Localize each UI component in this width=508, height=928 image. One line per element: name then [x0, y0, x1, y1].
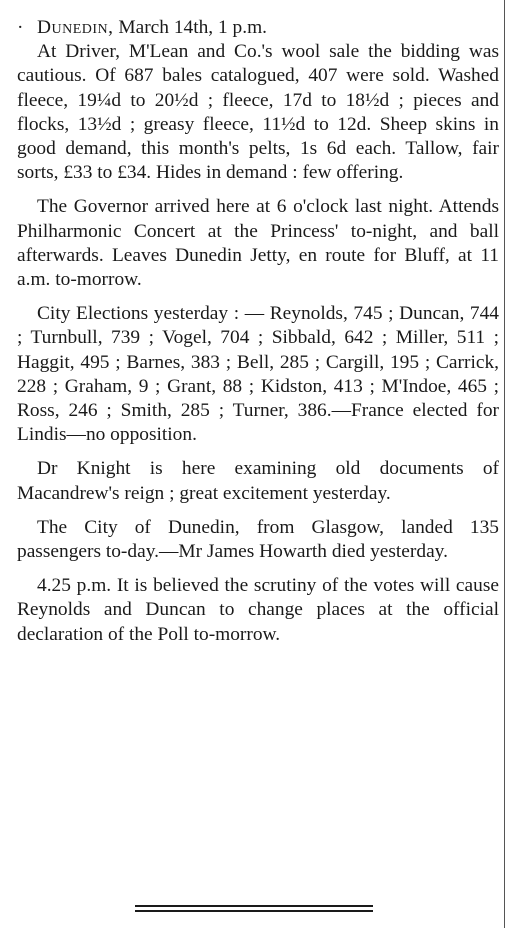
dateline-date: March 14th, 1 p.m. [113, 17, 268, 38]
section-end-double-rule [135, 905, 373, 912]
dateline-bullet: · [17, 17, 24, 38]
paragraph-city-elections: City Elections yesterday : — Reynolds, 745 ; Duncan, 744 ; Turnbull, 739 ; Vogel, 704 ; Sibbald, 642 ; Miller, 511 ; Haggit, 495 ; Barnes, 383 ; Bell, 285 ; Cargill, 195 ; Carrick, 228 ; Graham, 9 ; Grant, 88 ; Kidston, 413 ; M'Indoe, 465 ; Ross, 246 ; Smith, 285 ; Turner, 386.—France elected for Lindis—no opposition. [17, 303, 499, 446]
dateline-place: Dunedin, [37, 17, 114, 38]
paragraph-dr-knight: Dr Knight is here examining old documents of Macandrew's reign ; great excitement yesterday. [17, 458, 499, 504]
paragraph-city-of-dunedin: The City of Dunedin, from Glasgow, landed 135 passengers to-day.—Mr James Howarth died yesterday. [17, 516, 499, 563]
paragraph-wool-sale: At Driver, M'Lean and Co.'s wool sale the bidding was cautious. Of 687 bales catalogued, 407 were sold. Washed fleece, 19¼d to 20½d ; fleece, 17d to 18½d ; pieces and flocks, 13½d ; greasy fleece, 11½d to 12d. Sheep skins in good demand, this month's pelts, 1s 6d each. Tallow, fair sorts, £33 to £34. Hides in demand : few offering. [17, 41, 499, 184]
column-rule [504, 0, 505, 928]
dateline [17, 16, 499, 40]
paragraph-governor: The Governor arrived here at 6 o'clock last night. Attends Philharmonic Concert at the Princess' to-night, and ball afterwards. Leaves Dunedin Jetty, en route for Bluff, at 11 a.m. to-morrow. [17, 196, 499, 291]
news-column [17, 16, 499, 647]
paragraph-scrutiny: 4.25 p.m. It is believed the scrutiny of the votes will cause Reynolds and Duncan to change places at the official declaration of the Poll to-morrow. [17, 575, 499, 645]
